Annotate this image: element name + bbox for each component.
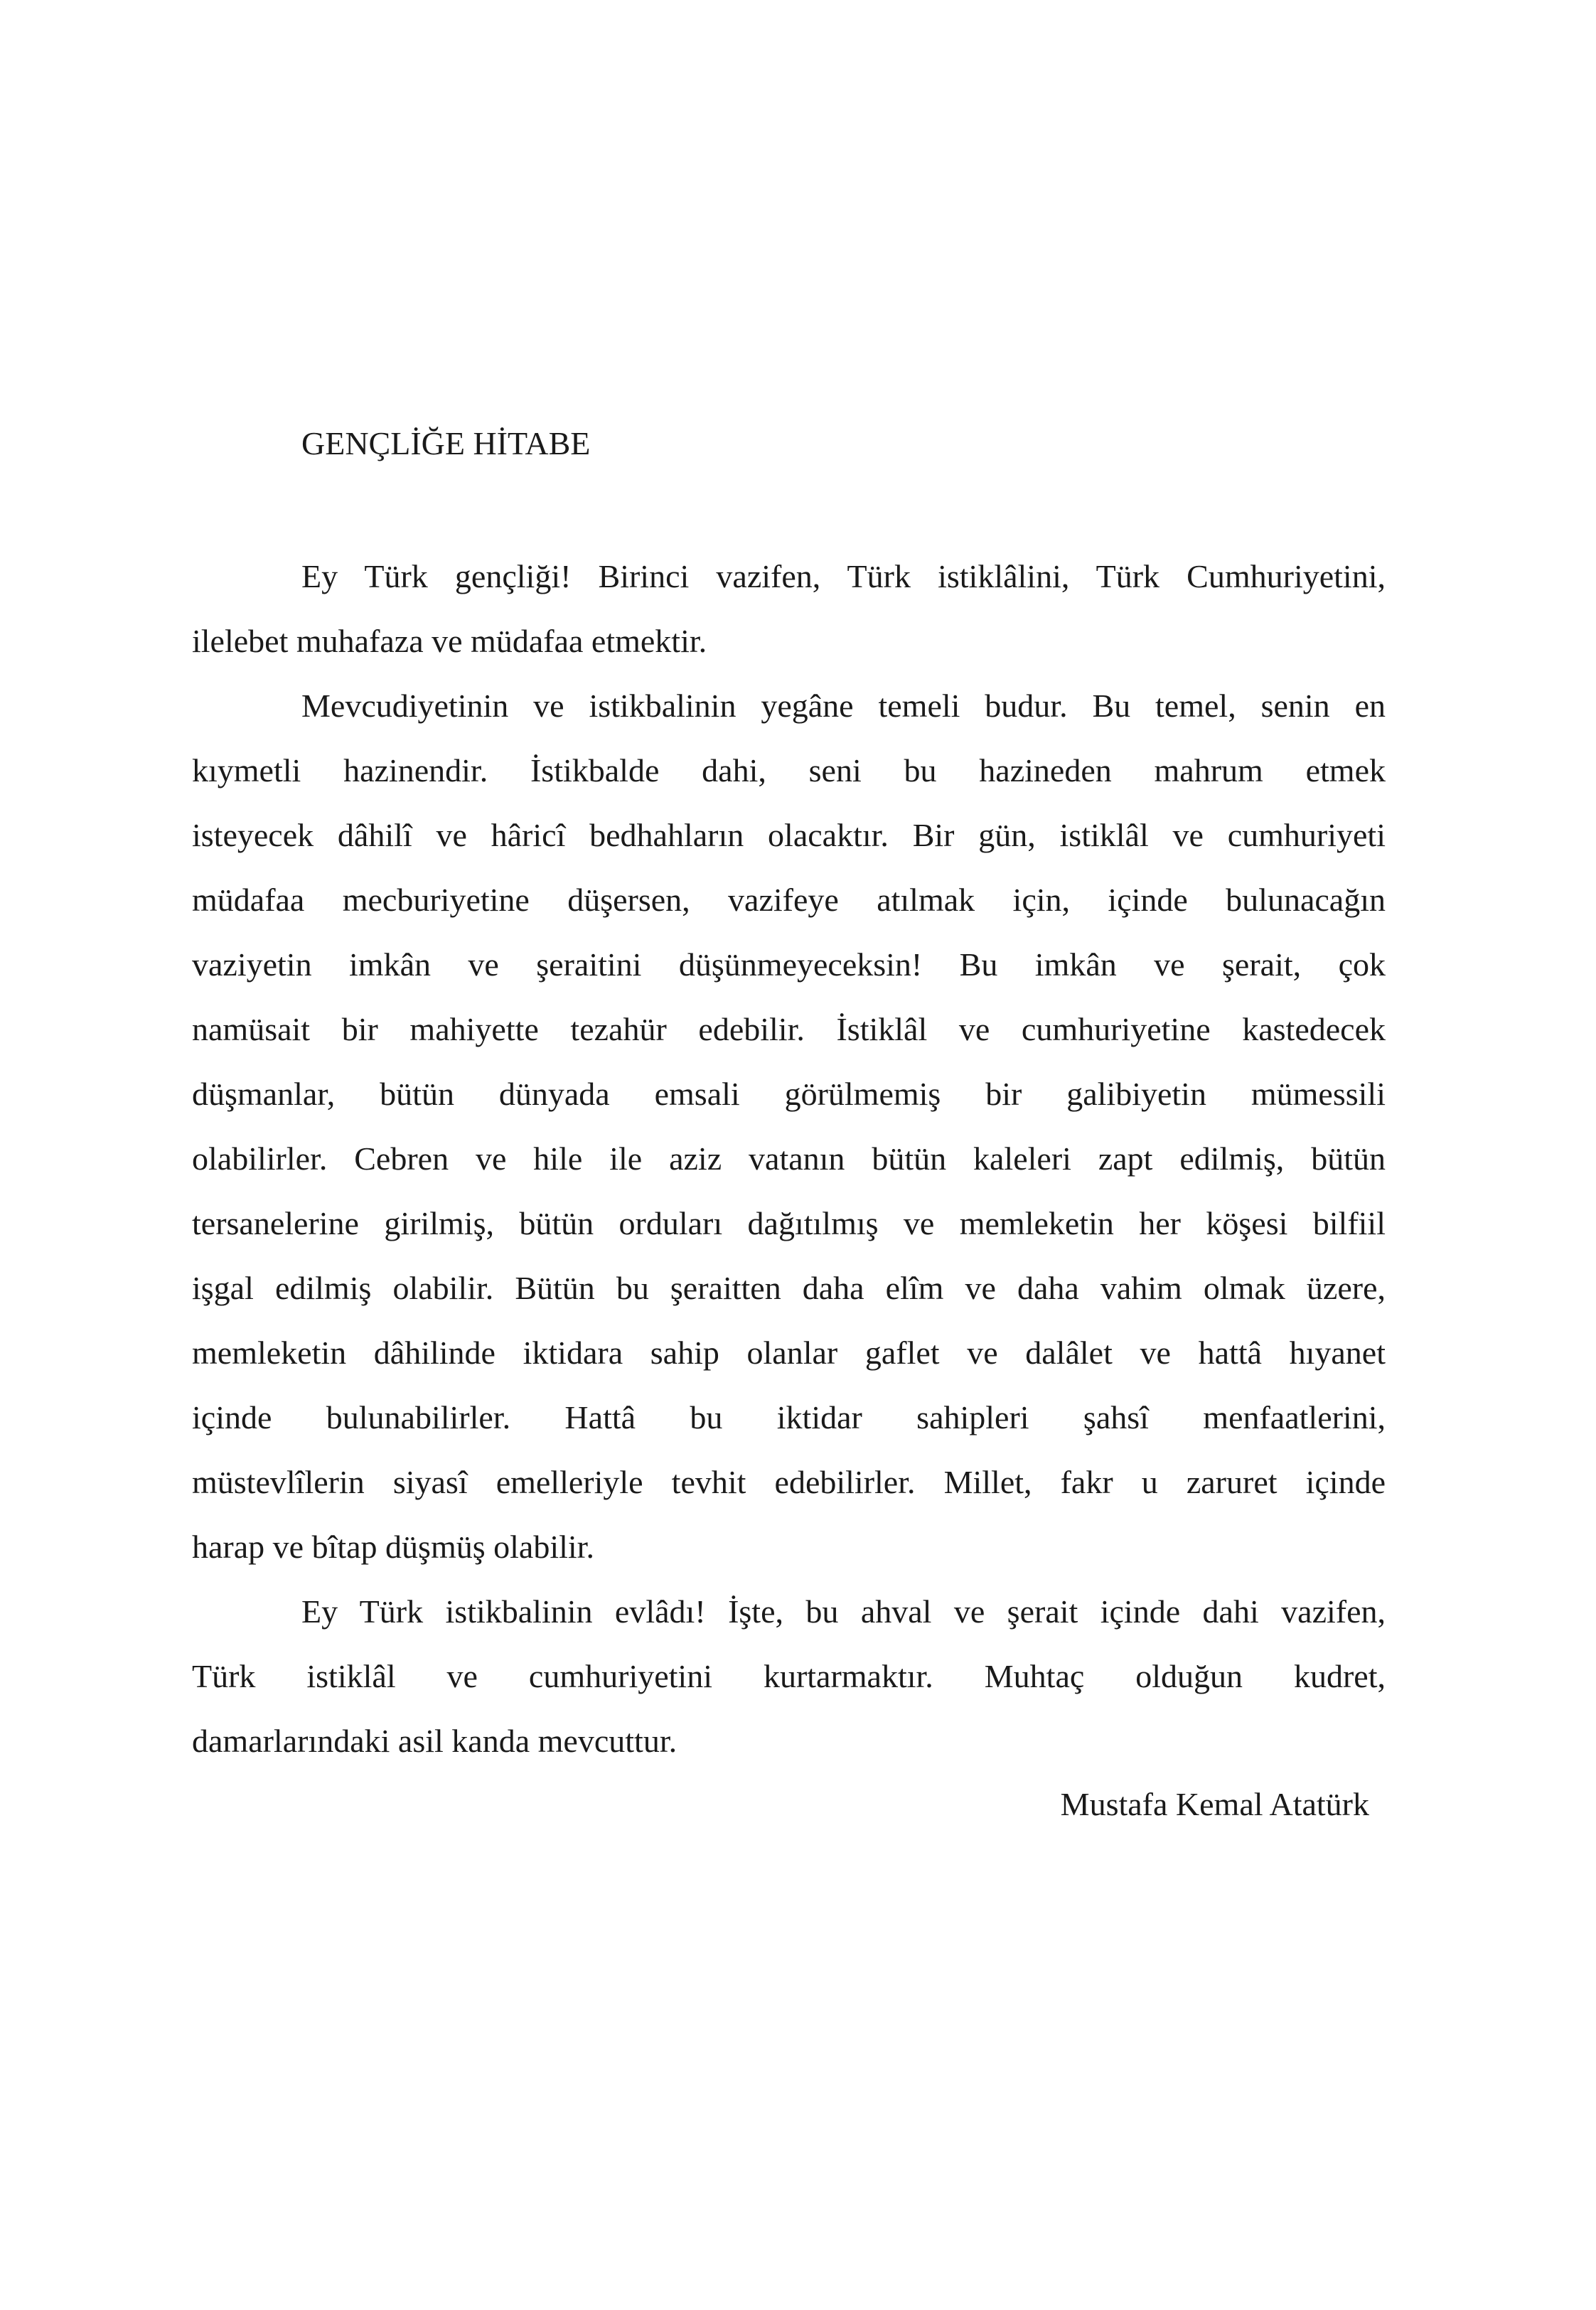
paragraph <box>192 673 1386 1579</box>
document-title: GENÇLİĞE HİTABE <box>301 425 591 461</box>
text-line: isteyecek dâhilî ve hâricî bedhahların olacaktır. Bir gün, istiklâl ve cumhuriyeti <box>192 817 1386 853</box>
text-line: olabilirler. Cebren ve hile ile aziz vatanın bütün kaleleri zapt edilmiş, bütün <box>192 1140 1386 1177</box>
text-line: Mevcudiyetinin ve istikbalinin yegâne temeli budur. Bu temel, senin en <box>301 688 1386 724</box>
document-body <box>192 544 1386 1773</box>
text-line: düşmanlar, bütün dünyada emsali görülmemiş bir galibiyetin mümessili <box>192 1076 1386 1112</box>
text-line: işgal edilmiş olabilir. Bütün bu şeraitten daha elîm ve daha vahim olmak üzere, <box>192 1270 1386 1306</box>
signature: Mustafa Kemal Atatürk <box>1060 1786 1369 1822</box>
text-line: harap ve bîtap düşmüş olabilir. <box>192 1529 594 1565</box>
text-line: Ey Türk gençliği! Birinci vazifen, Türk istiklâlini, Türk Cumhuriyetini, <box>301 558 1386 594</box>
text-line: müstevlîlerin siyasî emelleriyle tevhit edebilirler. Millet, fakr u zaruret içinde <box>192 1464 1386 1500</box>
text-line: vaziyetin imkân ve şeraitini düşünmeyeceksin! Bu imkân ve şerait, çok <box>192 946 1386 983</box>
text-line: kıymetli hazinendir. İstikbalde dahi, seni bu hazineden mahrum etmek <box>192 752 1386 788</box>
text-line: damarlarındaki asil kanda mevcuttur. <box>192 1723 678 1759</box>
text-line: namüsait bir mahiyette tezahür edebilir. İstiklâl ve cumhuriyetine kastedecek <box>192 1011 1386 1047</box>
text-line: Ey Türk istikbalinin evlâdı! İşte, bu ahval ve şerait içinde dahi vazifen, <box>301 1593 1386 1630</box>
text-line: müdafaa mecburiyetine düşersen, vazifeye atılmak için, içinde bulunacağın <box>192 882 1386 918</box>
text-line: memleketin dâhilinde iktidara sahip olanlar gaflet ve dalâlet ve hattâ hıyanet <box>192 1335 1386 1371</box>
paragraph <box>192 544 1386 673</box>
text-line: ilelebet muhafaza ve müdafaa etmektir. <box>192 623 707 659</box>
text-line: Türk istiklâl ve cumhuriyetini kurtarmaktır. Muhtaç olduğun kudret, <box>192 1658 1386 1694</box>
text-line: tersanelerine girilmiş, bütün orduları dağıtılmış ve memleketin her köşesi bilfiil <box>192 1205 1386 1241</box>
text-line: içinde bulunabilirler. Hattâ bu iktidar sahipleri şahsî menfaatlerini, <box>192 1399 1386 1435</box>
paragraph <box>192 1579 1386 1773</box>
